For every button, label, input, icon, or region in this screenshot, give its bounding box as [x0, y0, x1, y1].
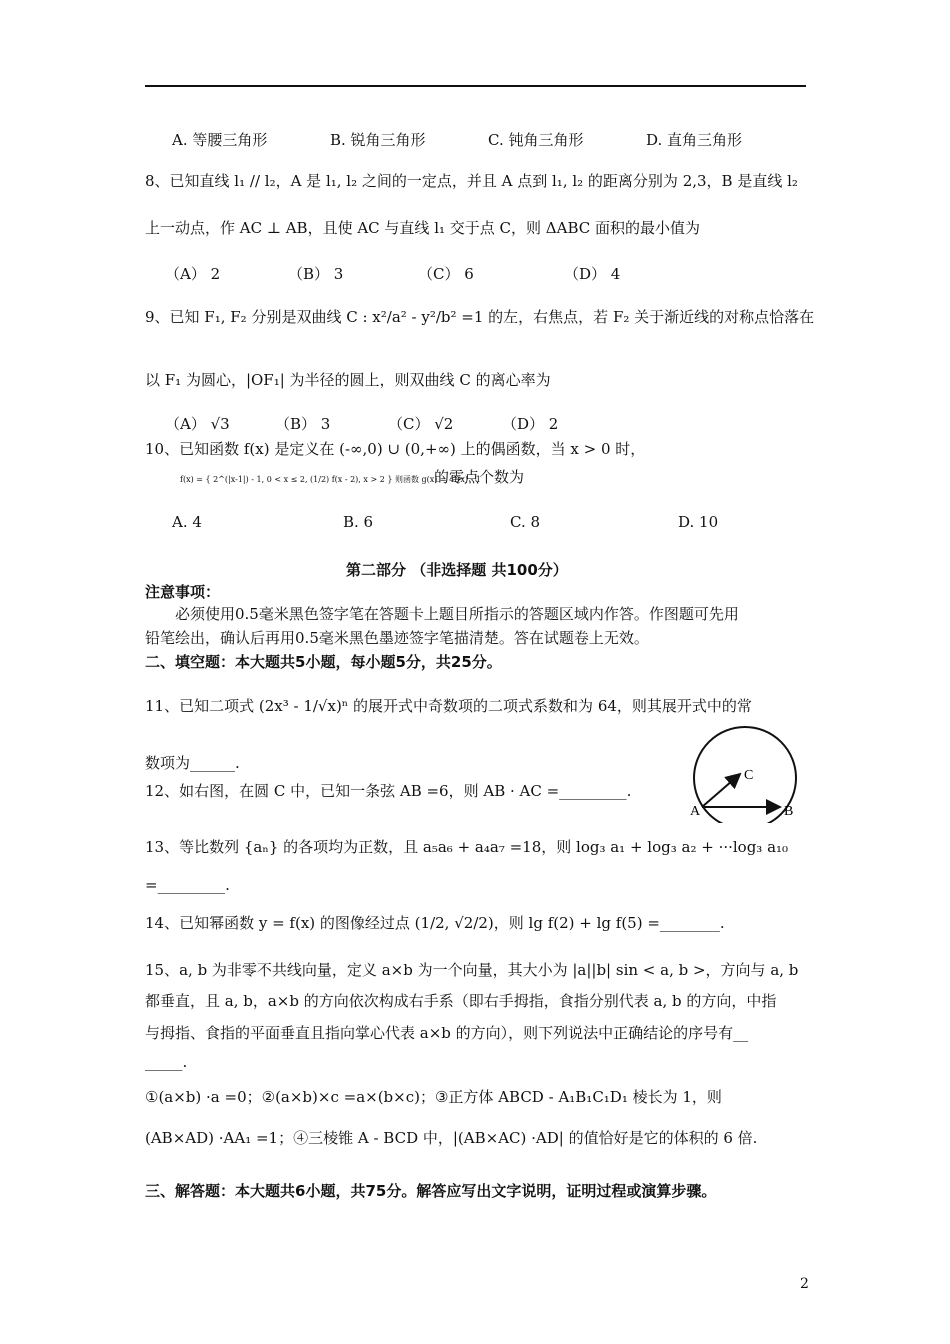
part2-heading: 第二部分 （非选择题 共100分）	[346, 561, 568, 579]
label-c: C	[744, 768, 754, 783]
q7-option-b: B. 锐角三角形	[330, 131, 426, 149]
header-rule	[145, 85, 806, 87]
q7-option-a: A. 等腰三角形	[172, 131, 268, 149]
q8-option-d: （D） 4	[564, 265, 621, 283]
q13-line2: =_________.	[145, 876, 230, 894]
q7-option-c: C. 钝角三角形	[488, 131, 584, 149]
q10-line2-tail: 的零点个数为	[434, 468, 525, 486]
q9-option-c: （C） √2	[388, 415, 454, 433]
vector-ac	[702, 774, 740, 807]
q9-option-d: （D） 2	[502, 415, 559, 433]
notice-line2: 铅笔绘出，确认后再用0.5毫米黑色墨迹签字笔描清楚。答在试题卷上无效。	[145, 629, 649, 647]
q9-line2: 以 F₁ 为圆心，|OF₁| 为半径的圆上，则双曲线 C 的离心率为	[145, 371, 551, 389]
q8-line1: 8、已知直线 l₁ // l₂，A 是 l₁, l₂ 之间的一定点，并且 A 点到 l₁, l₂ 的距离分别为 2,3，B 是直线 l₂	[145, 172, 798, 190]
label-b: B	[784, 804, 794, 819]
q11-line1: 11、已知二项式 (2x³ - 1/√x)ⁿ 的展开式中奇数项的二项式系数和为 64，则其展开式中的常	[145, 697, 752, 715]
q8-option-c: （C） 6	[418, 265, 474, 283]
q10-option-a: A. 4	[172, 513, 202, 531]
q10-option-d: D. 10	[678, 513, 719, 531]
q15-line3: 与拇指、食指的平面垂直且指向掌心代表 a×b 的方向），则下列说法中正确结论的序号有__	[145, 1024, 749, 1042]
label-a: A	[690, 804, 701, 819]
q12-line: 12、如右图，在圆 C 中，已知一条弦 AB =6，则 AB · AC =_________.	[145, 782, 632, 800]
q15-line6: (AB×AD) ·AA₁ =1；④三棱锥 A - BCD 中，|(AB×AC) ·AD| 的值恰好是它的体积的 6 倍.	[145, 1129, 758, 1147]
section2-heading: 二、填空题：本大题共5小题，每小题5分，共25分。	[145, 653, 502, 671]
q11-line2: 数项为______.	[145, 754, 240, 772]
q10-line1: 10、已知函数 f(x) 是定义在 (-∞,0) ∪ (0,+∞) 上的偶函数，当 x > 0 时，	[145, 440, 646, 458]
section3-heading: 三、解答题：本大题共6小题，共75分。解答应写出文字说明，证明过程或演算步骤。	[145, 1182, 717, 1200]
q15-line2: 都垂直，且 a, b，a×b 的方向依次构成右手系（即右手拇指，食指分别代表 a, b 的方向，中指	[145, 992, 777, 1010]
q13-line1: 13、等比数列 {aₙ} 的各项均为正数，且 a₅a₆ + a₄a₇ =18，则 log₃ a₁ + log₃ a₂ + ···log₃ a₁₀	[145, 838, 789, 856]
q15-line5: ①(a×b) ·a =0；②(a×b)×c =a×(b×c)；③正方体 ABCD - A₁B₁C₁D₁ 棱长为 1，则	[145, 1088, 722, 1106]
q10-option-c: C. 8	[510, 513, 541, 531]
q15-line1: 15、a, b 为非零不共线向量，定义 a×b 为一个向量，其大小为 |a||b| sin < a, b >，方向与 a, b	[145, 961, 799, 979]
q9-line1: 9、已知 F₁, F₂ 分别是双曲线 C : x²/a² - y²/b² =1 的左，右焦点，若 F₂ 关于渐近线的对称点恰落在	[145, 308, 815, 326]
q15-line4: _____.	[145, 1053, 188, 1071]
q8-option-b: （B） 3	[288, 265, 344, 283]
q9-option-b: （B） 3	[275, 415, 331, 433]
q14-line: 14、已知幂函数 y = f(x) 的图像经过点 (1/2, √2/2)，则 lg f(2) + lg f(5) =________.	[145, 914, 725, 932]
q12-circle-figure	[680, 723, 810, 823]
q10-option-b: B. 6	[343, 513, 374, 531]
notice-line1: 必须使用0.5毫米黑色签字笔在答题卡上题目所指示的答题区域内作答。作图题可先用	[175, 605, 739, 623]
q8-option-a: （A） 2	[165, 265, 221, 283]
q7-option-d: D. 直角三角形	[646, 131, 743, 149]
q10-formula: f(x) = { 2^(|x-1|) - 1, 0 < x ≤ 2, (1/2) f(x - 2), x > 2 } 则函数 g(x) = 4f(x) - 1	[180, 475, 481, 484]
q9-option-a: （A） √3	[165, 415, 230, 433]
page-number: 2	[800, 1276, 809, 1292]
notice-title: 注意事项：	[145, 583, 221, 601]
q8-line2: 上一动点，作 AC ⊥ AB，且使 AC 与直线 l₁ 交于点 C，则 ΔABC 面积的最小值为	[145, 219, 700, 237]
